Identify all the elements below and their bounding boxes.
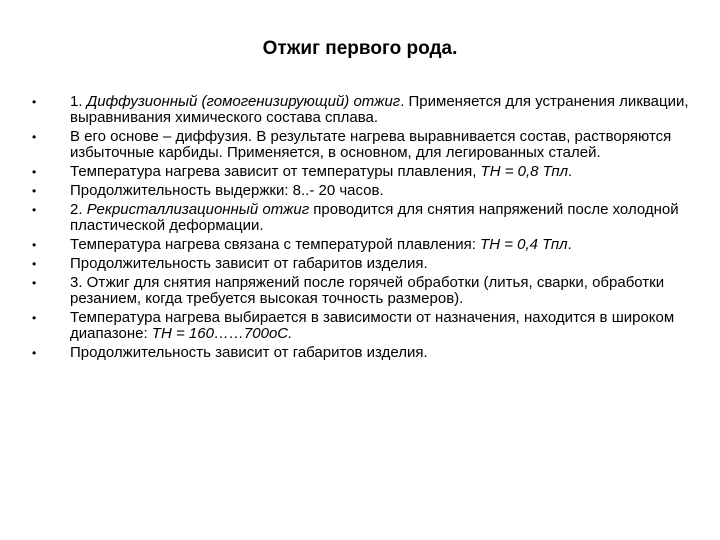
text-segment: Продолжительность зависит от габаритов изделия. bbox=[70, 344, 428, 361]
italic-text: Рекристаллизационный отжиг bbox=[86, 201, 310, 218]
bullet-icon: • bbox=[32, 165, 37, 179]
text-segment: Продолжительность выдержки: 8..- 20 часов. bbox=[70, 182, 384, 199]
italic-text: ТН = 160……700оС. bbox=[151, 325, 293, 342]
italic-text: ТН = 0,4 Тпл bbox=[480, 236, 568, 253]
bullet-icon: • bbox=[32, 346, 37, 360]
list-item-text bbox=[70, 274, 664, 307]
list-item-text bbox=[70, 344, 428, 361]
list-item bbox=[32, 237, 692, 253]
italic-text: ТН = 0,8 Тпл bbox=[480, 163, 569, 180]
list-item bbox=[32, 129, 692, 161]
list-item-text bbox=[70, 309, 674, 342]
text-segment: 2. bbox=[70, 201, 87, 218]
text-segment: . bbox=[567, 236, 572, 253]
bullet-icon: • bbox=[32, 130, 37, 144]
slide-title: Отжиг первого рода. bbox=[262, 38, 458, 59]
text-segment: Температура нагрева зависит от температуры плавления, bbox=[70, 163, 481, 180]
list-item-text bbox=[70, 163, 572, 180]
list-item-text bbox=[70, 93, 689, 126]
bullet-icon: • bbox=[32, 276, 37, 290]
list-item bbox=[32, 275, 692, 307]
list-item-text bbox=[70, 201, 679, 234]
italic-text: Диффузионный (гомогенизирующий) отжиг bbox=[86, 93, 401, 110]
text-segment: 1. bbox=[70, 93, 87, 110]
text-segment: Продолжительность зависит от габаритов изделия. bbox=[70, 255, 428, 272]
text-segment: . Применяется для устранения ликвации, выравнивания химического состава сплава. bbox=[70, 93, 689, 126]
text-segment: Температура нагрева связана с температурой плавления: bbox=[70, 236, 481, 253]
list-item-text bbox=[70, 255, 428, 272]
bullet-icon: • bbox=[32, 184, 37, 198]
list-item-text bbox=[70, 128, 671, 161]
list-item bbox=[32, 310, 692, 342]
list-item bbox=[32, 183, 692, 199]
bullet-icon: • bbox=[32, 238, 37, 252]
bullet-icon: • bbox=[32, 311, 37, 325]
bullet-list bbox=[32, 94, 692, 364]
list-item bbox=[32, 345, 692, 361]
bullet-icon: • bbox=[32, 257, 37, 271]
text-segment: . bbox=[568, 163, 573, 180]
bullet-icon: • bbox=[32, 203, 37, 217]
text-segment: В его основе – диффузия. В результате нагрева выравнивается состав, растворяются избыточные карбиды. Применяется, в основном, для легированных сталей. bbox=[70, 128, 672, 161]
list-item bbox=[32, 94, 692, 126]
list-item-text bbox=[70, 182, 384, 199]
list-item bbox=[32, 256, 692, 272]
list-item-text bbox=[70, 236, 572, 253]
text-segment: Температура нагрева выбирается в зависимости от назначения, находится в широком диапазоне: bbox=[70, 309, 675, 342]
list-item bbox=[32, 164, 692, 180]
text-segment: 3. Отжиг для снятия напряжений после горячей обработки (литья, сварки, обработки резанием, когда требуется высокая точность размеров). bbox=[70, 274, 665, 307]
list-item bbox=[32, 202, 692, 234]
text-segment: проводится для снятия напряжений после холодной пластической деформации. bbox=[70, 201, 679, 234]
bullet-icon: • bbox=[32, 95, 37, 109]
